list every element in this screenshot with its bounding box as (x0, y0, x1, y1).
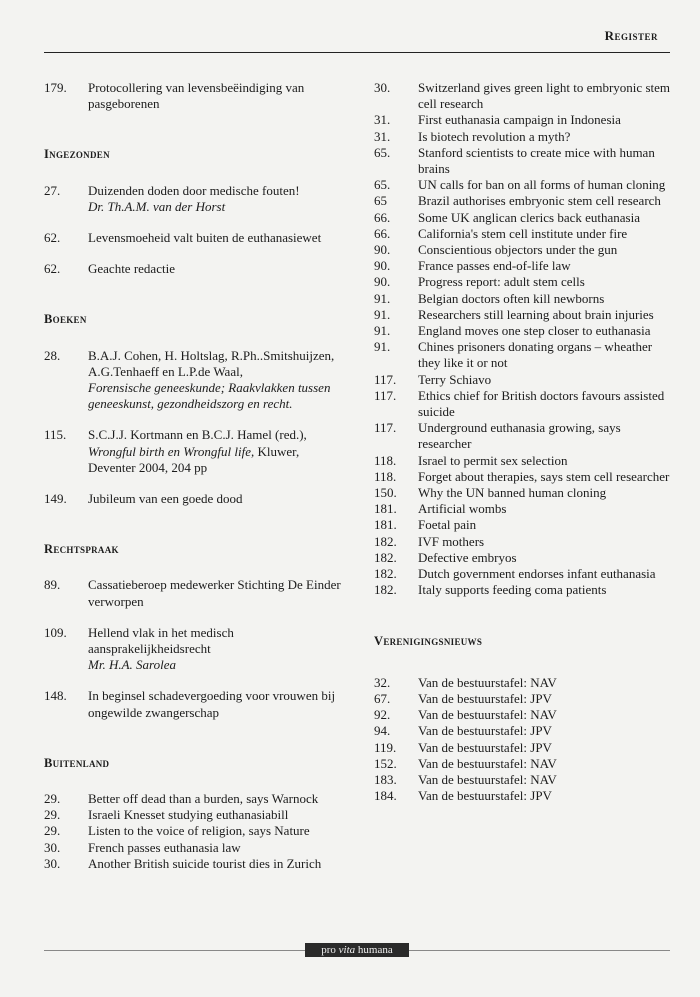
entry-title: Cassatieberoep medewerker Stichting De Einder verworpen (88, 577, 341, 609)
entry-title: UN calls for ban on all forms of human cloning (418, 177, 666, 193)
register-entry (374, 788, 674, 804)
page-header (44, 28, 670, 53)
entry-subtitle: Forensische geneeskunde; Raakvlakken tussen geneeskunst, gezondheidszorg en recht. (88, 380, 331, 412)
entry-title: S.C.J.J. Kortmann en B.C.J. Hamel (red.), (88, 427, 307, 443)
entry-number: 117. (374, 420, 397, 436)
register-entry (374, 550, 674, 566)
register-entry (374, 80, 674, 112)
entry-title: Conscientious objectors under the gun (418, 242, 618, 258)
entry-title: Italy supports feeding coma patients (418, 582, 607, 598)
register-entry (374, 193, 674, 209)
entry-number: 115. (44, 427, 67, 443)
entry-number: 118. (374, 468, 397, 484)
entry-title: Van de bestuurstafel: JPV (418, 739, 552, 755)
entry-number: 118. (374, 452, 397, 468)
register-entry (374, 388, 674, 420)
register-entry (374, 485, 674, 501)
entry-title: Better off dead than a burden, says Warnock (88, 791, 319, 807)
news-list (374, 80, 674, 599)
entry-title: First euthanasia campaign in Indonesia (418, 112, 621, 128)
register-entry (374, 323, 674, 339)
entry-number: 31. (374, 112, 391, 128)
entry-title: Van de bestuurstafel: NAV (418, 674, 557, 690)
entry-number: 92. (374, 707, 391, 723)
entry-title: Van de bestuurstafel: NAV (418, 755, 557, 771)
page-title: Register (604, 28, 658, 43)
entry-number: 29. (44, 807, 61, 823)
entry-number: 150. (374, 485, 397, 501)
entry-title: England moves one step closer to euthanasia (418, 323, 651, 339)
register-entry (374, 582, 674, 598)
register-entry (374, 517, 674, 533)
section-title-verenigingsnieuws: Verenigingsnieuws (374, 633, 483, 648)
entry-subtitle: Wrongful birth en Wrongful life, (88, 443, 255, 459)
register-entry (44, 230, 344, 246)
entry-title: Hellend vlak in het medisch aansprakelijkheidsrecht (88, 624, 234, 657)
entry-number: 183. (374, 771, 397, 787)
register-entry (374, 129, 674, 145)
entry-title: Levensmoeheid valt buiten de euthanasiewet (88, 230, 322, 246)
register-entry (44, 183, 344, 215)
register-entry (374, 372, 674, 388)
register-entry (374, 740, 674, 756)
entry-number: 29. (44, 823, 61, 839)
register-entry (44, 625, 344, 674)
register-entry (44, 427, 344, 476)
entry-title: Is biotech revolution a myth? (418, 128, 571, 144)
register-entry (374, 723, 674, 739)
entry-title: Stanford scientists to create mice with human brains (418, 144, 655, 177)
entry-title: Van de bestuurstafel: NAV (418, 771, 557, 787)
register-entry (374, 453, 674, 469)
register-entry (44, 791, 344, 807)
entry-title: Another British suicide tourist dies in Zurich (88, 855, 322, 871)
entry-number: 91. (374, 339, 391, 355)
section-title-ingezonden: Ingezonden (44, 147, 110, 162)
register-entry (44, 688, 344, 720)
entry-title: Belgian doctors often kill newborns (418, 290, 605, 306)
entry-title: Geachte redactie (88, 261, 175, 277)
entry-title: Israeli Knesset studying euthanasiabill (88, 807, 289, 823)
entry-number: 148. (44, 688, 67, 704)
entry-number: 31. (374, 128, 391, 144)
register-entry (374, 420, 674, 452)
register-entry (374, 339, 674, 371)
register-entry (374, 469, 674, 485)
entry-title: France passes end-of-life law (418, 258, 571, 274)
entry-number: 65. (374, 177, 391, 193)
entry-title: Brazil authorises embryonic stem cell research (418, 193, 661, 209)
entry-number: 109. (44, 624, 67, 640)
entry-number: 181. (374, 501, 397, 517)
entry-number: 91. (374, 306, 391, 322)
entry-number: 65. (374, 144, 391, 160)
entry-number: 117. (374, 387, 397, 403)
entry-title: In beginsel schadevergoeding voor vrouwen bij ongewilde zwangerschap (88, 688, 336, 720)
entry-number: 30. (374, 80, 391, 95)
register-entry (44, 80, 344, 112)
register-entry (374, 307, 674, 323)
entry-title: Van de bestuurstafel: NAV (418, 707, 557, 723)
entry-title: Duizenden doden door medische fouten! (88, 182, 300, 198)
entry-title: Forget about therapies, says stem cell researcher (418, 468, 670, 484)
register-entry (374, 691, 674, 707)
entry-title: Van de bestuurstafel: JPV (418, 788, 552, 804)
section-title-rechtspraak: Rechtspraak (44, 542, 119, 557)
register-entry (374, 772, 674, 788)
left-column (44, 80, 344, 872)
register-entry (44, 840, 344, 856)
entry-number: 89. (44, 577, 61, 593)
entry-number: 66. (374, 225, 391, 241)
entry-title: IVF mothers (418, 533, 485, 549)
entry-number: 179. (44, 80, 67, 95)
entry-number: 90. (374, 274, 391, 290)
register-entry (44, 348, 344, 413)
entry-number: 117. (374, 371, 397, 387)
entry-title: French passes euthanasia law (88, 839, 241, 855)
entry-title: Artificial wombs (418, 501, 507, 517)
entry-title: Underground euthanasia growing, says researcher (418, 420, 621, 452)
entry-number: 182. (374, 533, 397, 549)
register-entry (374, 242, 674, 258)
register-entry (374, 501, 674, 517)
entry-title: Foetal pain (418, 517, 477, 533)
register-entry (44, 577, 344, 609)
entry-number: 30. (44, 855, 61, 871)
section-title-buitenland: Buitenland (44, 755, 110, 770)
entry-number: 90. (374, 242, 391, 258)
entry-number: 152. (374, 755, 397, 771)
section-title-boeken: Boeken (44, 312, 87, 327)
register-entry (44, 856, 344, 872)
entry-author: Dr. Th.A.M. van der Horst (88, 198, 226, 214)
entry-number: 67. (374, 690, 391, 706)
register-entry (374, 291, 674, 307)
footer-text-post: humana (355, 944, 393, 956)
entry-title: Progress report: adult stem cells (418, 274, 585, 290)
register-entry (374, 534, 674, 550)
entry-title: Defective embryos (418, 549, 517, 565)
register-entry (374, 226, 674, 242)
entry-number: 91. (374, 323, 391, 339)
register-entry (44, 491, 344, 507)
entry-number: 62. (44, 230, 61, 246)
entry-title: Van de bestuurstafel: JPV (418, 723, 552, 739)
entry-number: 32. (374, 674, 391, 690)
entry-number: 91. (374, 290, 391, 306)
entry-number: 181. (374, 517, 397, 533)
entry-number: 30. (44, 839, 61, 855)
footer-text-pre: pro (321, 944, 339, 956)
register-entry (374, 274, 674, 290)
entry-publisher: Kluwer, Deventer 2004, 204 pp (88, 443, 300, 475)
entry-title: Terry Schiavo (418, 371, 492, 387)
register-entry (374, 756, 674, 772)
register-entry (374, 707, 674, 723)
entry-title: Jubileum van een goede dood (88, 491, 243, 507)
buitenland-list (44, 791, 344, 872)
entry-number: 119. (374, 739, 397, 755)
entry-number: 182. (374, 566, 397, 582)
entry-number: 66. (374, 209, 391, 225)
entry-title: Protocollering van levensbeëindiging van pasgeborenen (88, 80, 305, 112)
footer-text-vita: vita (338, 944, 356, 956)
entry-title: Researchers still learning about brain injuries (418, 306, 654, 322)
entry-number: 29. (44, 791, 61, 807)
entry-number: 27. (44, 182, 61, 198)
register-entry (44, 261, 344, 277)
register-entry (374, 112, 674, 128)
entry-number: 182. (374, 582, 397, 598)
entry-author: Mr. H.A. Sarolea (88, 657, 176, 673)
entry-number: 28. (44, 347, 61, 363)
entry-title: Listen to the voice of religion, says Nature (88, 823, 310, 839)
entry-title: Dutch government endorses infant euthanasia (418, 566, 656, 582)
register-entry (44, 823, 344, 839)
entry-title: Van de bestuurstafel: JPV (418, 690, 552, 706)
entry-title: B.A.J. Cohen, H. Holtslag, R.Ph..Smitshuijzen, A.G.Tenhaeff en L.P.de Waal, (88, 347, 335, 379)
verenigingsnieuws-list (374, 675, 674, 805)
entry-title: Some UK anglican clerics back euthanasia (418, 209, 640, 225)
entry-number: 182. (374, 549, 397, 565)
register-entry (374, 675, 674, 691)
entry-number: 94. (374, 723, 391, 739)
entry-title: Chines prisoners donating organs – wheather they like it or not (418, 339, 653, 371)
register-entry (374, 177, 674, 193)
entry-number: 90. (374, 258, 391, 274)
register-entry (374, 258, 674, 274)
register-entry (44, 807, 344, 823)
register-entry (374, 566, 674, 582)
entry-number: 149. (44, 491, 67, 507)
entry-title: California's stem cell institute under fire (418, 225, 628, 241)
register-entry (374, 210, 674, 226)
entry-number: 62. (44, 261, 61, 277)
entry-title: Israel to permit sex selection (418, 452, 568, 468)
register-entry (374, 145, 674, 177)
entry-number: 184. (374, 788, 397, 804)
entry-title: Switzerland gives green light to embryonic stem cell research (418, 80, 670, 112)
footer-journal-name (305, 943, 409, 957)
entry-title: Why the UN banned human cloning (418, 485, 607, 501)
entry-title: Ethics chief for British doctors favours assisted suicide (418, 387, 665, 420)
right-column (374, 80, 674, 804)
entry-number: 65 (374, 193, 387, 209)
